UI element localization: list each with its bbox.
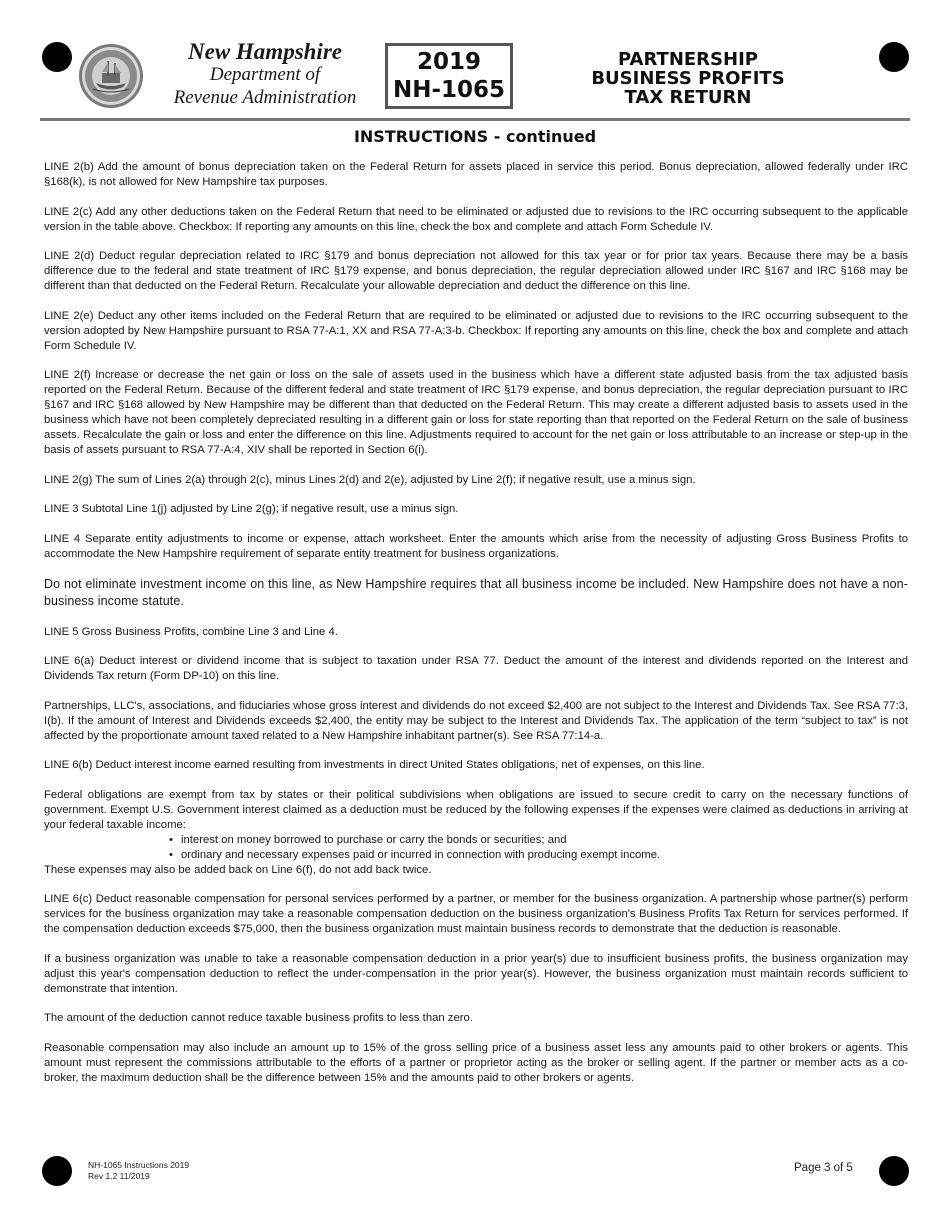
form-number: NH-1065 — [392, 77, 506, 103]
paragraph-add-back-note: These expenses may also be added back on Line 6(f), do not add back twice. — [44, 863, 432, 876]
state-name: New Hampshire — [188, 39, 342, 64]
page-number: Page 3 of 5 — [794, 1162, 853, 1174]
paragraph-prior-year-compensation: If a business organization was unable to take a reasonable compensation deduction in a prior year(s) due to insufficient business profits, the business organization may adjust this year's compensation deduction to reflect the under-compensation in the prior year(s). However, the business organization must maintain records sufficient to demonstrate that intention. — [44, 952, 908, 995]
paragraph-line-2d: LINE 2(d) Deduct regular depreciation related to IRC §179 and bonus depreciation not allowed for this tax year or for prior tax years. Because there may be a basis difference due to the federal and state treatment of IRC §179 expense, and bonus depreciation, the regular depreciation allowed under IRC §167 and IRC §168 may be different than that deducted on the Federal Return. Recalculate your allowable depreciation and deduct the difference on this line. — [44, 250, 908, 292]
registration-mark-top-right — [879, 42, 909, 72]
instructions-body — [44, 160, 908, 1100]
footer-revision: Rev 1.2 11/2019 — [88, 1171, 150, 1181]
list-item: • ordinary and necessary expenses paid or incurred in connection with producing exempt income. — [169, 848, 908, 863]
department-line-1: Department of — [209, 64, 321, 85]
paragraph-federal-obligations: Federal obligations are exempt from tax by states or their political subdivisions when obligations are issued to secure credit to carry on the necessary functions of government. Exempt U.S. Government interest claimed as a deduction must be reduced by the following expenses if the expenses were claimed as deductions in arriving at your federal taxable income: — [44, 788, 908, 831]
paragraph-line-5: LINE 5 Gross Business Profits, combine Line 3 and Line 4. — [44, 625, 338, 638]
paragraph-line-2b: LINE 2(b) Add the amount of bonus depreciation taken on the Federal Return for assets placed in service this period. Bonus depreciation, allowed federally under IRC §168(k), is not allowed for New Hampshire tax purposes. — [44, 161, 908, 188]
section-title: INSTRUCTIONS - continued — [353, 127, 597, 146]
registration-mark-bottom-right — [879, 1156, 909, 1186]
paragraph-line-2c: LINE 2(c) Add any other deductions taken on the Federal Return that need to be eliminated or adjusted due to revisions to the IRC occurring subsequent to the applicable version in the table above. Checkbox: If reporting any amounts on this line, check the box and complete and attach Form Schedule IV. — [44, 205, 908, 233]
return-title-line-3: TAX RETURN — [624, 87, 752, 108]
footer-form-line: NH-1065 Instructions 2019 — [88, 1160, 190, 1170]
footer-form-info — [88, 1160, 189, 1182]
paragraph-deduction-limit: The amount of the deduction cannot reduce taxable business profits to less than zero. — [44, 1012, 473, 1024]
form-year: 2019 — [416, 49, 481, 75]
return-title — [588, 50, 788, 107]
paragraph-line-6b: LINE 6(b) Deduct interest income earned resulting from investments in direct United States obligations, net of expenses, on this line. — [44, 759, 705, 771]
paragraph-interest-dividends-threshold: Partnerships, LLC's, associations, and fiduciaries whose gross interest and dividends do not exceed $2,400 are not subject to the Interest and Dividends Tax. See RSA 77:3, I(b). If the amount of Interest and Dividends exceeds $2,400, the entity may be subject to the Interest and Dividends Tax. The application of the term “subject to tax” is not affected by the proportionate amount taxed related to a New Hampshire inhabitant partner(s). See RSA 77:14-a. — [44, 699, 908, 742]
paragraph-line-4: LINE 4 Separate entity adjustments to income or expense, attach worksheet. Enter the amounts which arise from the necessity of adjusting Gross Business Profits to accommodate the New Hampshire requirement of separate entity treatment for business organizations. — [44, 532, 908, 560]
state-seal-icon — [78, 43, 144, 109]
paragraph-line-6c: LINE 6(c) Deduct reasonable compensation for personal services performed by a partner, or member for the business organization. A partnership whose partner(s) perform services for the business organization may take a reasonable compensation deduction on the business organization's Business Profits Tax Return for services performed. If the compensation deduction exceeds $75,000, then the business organization must maintain business records to demonstrate that the deduction is reasonable. — [44, 893, 908, 935]
paragraph-line-6a: LINE 6(a) Deduct interest or dividend income that is subject to taxation under RSA 77. Deduct the amount of the interest and dividends reported on the Interest and Dividends Tax return (Form DP-10) on this line. — [44, 655, 908, 682]
paragraph-line-3: LINE 3 Subtotal Line 1(j) adjusted by Line 2(g); if negative result, use a minus sign. — [44, 503, 459, 515]
department-line-2: Revenue Administration — [173, 87, 357, 108]
return-title-line-2: BUSINESS PROFITS — [591, 68, 785, 89]
department-name — [146, 40, 384, 109]
paragraph-broker-commission: Reasonable compensation may also include an amount up to 15% of the gross selling price of a business asset less any amounts paid to other brokers or agents. This amount must represent the commissions attributable to the efforts of a partner or proprietor acting as the broker or selling agent. If the partner or member acts as a co-broker, the maximum deduction shall be the difference between 15% and the amounts paid to other brokers or agents. — [44, 1041, 908, 1084]
paragraph-line-2g: LINE 2(g) The sum of Lines 2(a) through 2(c), minus Lines 2(d) and 2(e), adjusted by Line 2(f); if negative result, use a minus sign. — [44, 473, 696, 486]
form-id-box — [385, 43, 513, 109]
return-title-line-1: PARTNERSHIP — [618, 49, 758, 70]
list-item: • interest on money borrowed to purchase or carry the bonds or securities; and — [169, 833, 908, 848]
header-divider — [40, 118, 910, 121]
paragraph-line-2f: LINE 2(f) Increase or decrease the net gain or loss on the sale of assets used in the business which have a different state adjusted basis from the tax adjusted basis reported on the Federal Return. Because of the different federal and state treatment of IRC §179 expense, and bonus depreciation, the regular depreciation pursuant to IRC §167 and IRC §168 allowed by New Hampshire may be different than that deducted on the Federal Return. This may create a different adjusted basis to assets used in the business which have not been completely depreciated resulting in a different gain or loss for state reporting than that reported on the Federal Return on the sale of business assets. Recalculate the gain or loss and enter the difference on this line. Adjustments required to account for the net gain or loss attributable to an increase or step-up in the basis of assets pursuant to RSA 77-A:4, XIV shall be reported in Section 6(i). — [44, 369, 908, 456]
registration-mark-bottom-left — [42, 1156, 72, 1186]
paragraph-line-2e: LINE 2(e) Deduct any other items included on the Federal Return that are required to be eliminated or adjusted due to revisions to the IRC occurring subsequent to the version adopted by New Hampshire pursuant to RSA 77-A:1, XX and RSA 77-A:3-b. Checkbox: If reporting any amounts on this line, check the box and complete and attach Form Schedule IV. — [44, 309, 908, 352]
registration-mark-top-left — [42, 42, 72, 72]
paragraph-investment-income-note: Do not eliminate investment income on this line, as New Hampshire requires that all business income be included. New Hampshire does not have a non-business income statute. — [44, 577, 908, 608]
expense-list — [44, 833, 908, 863]
